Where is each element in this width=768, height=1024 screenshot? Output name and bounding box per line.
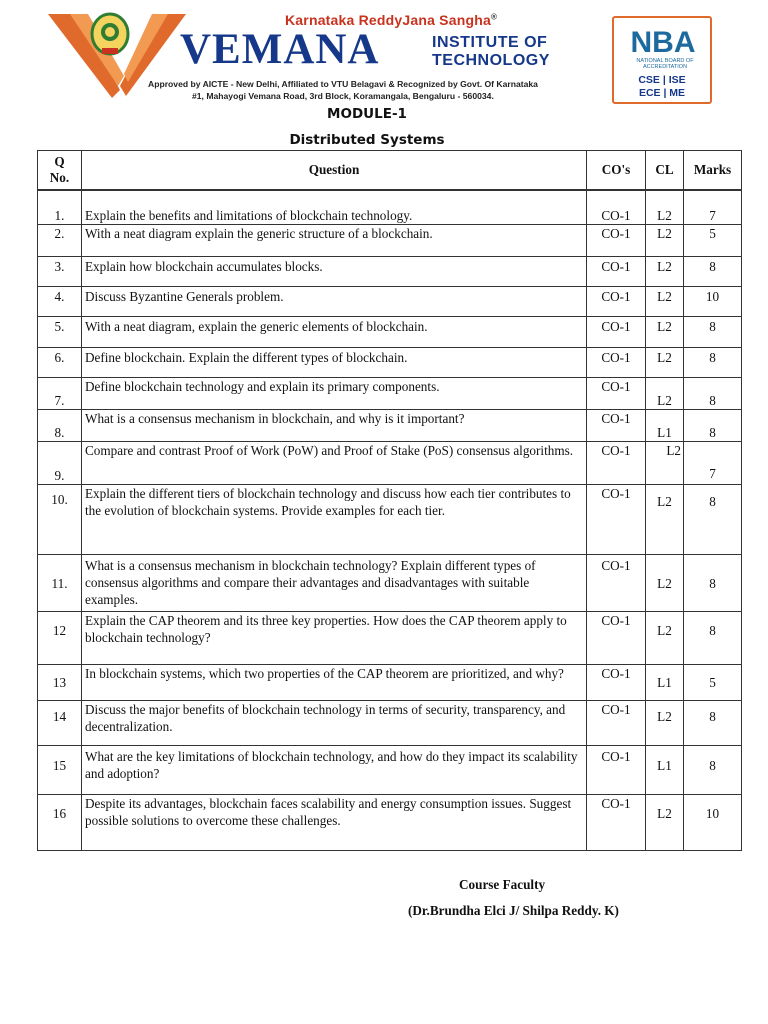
row-cl: L2 — [646, 225, 684, 257]
row-number: 6. — [38, 348, 82, 378]
row-question: Explain the CAP theorem and its three key properties. How does the CAP theorem apply to blockchain technology? — [82, 612, 587, 665]
table-row — [38, 665, 742, 701]
row-co: CO-1 — [587, 555, 646, 612]
table-row — [38, 612, 742, 665]
row-marks: 8 — [684, 746, 742, 795]
row-cl: L2 — [646, 378, 684, 410]
row-number: 11. — [38, 555, 82, 612]
row-marks: 5 — [684, 225, 742, 257]
row-cl: L2 — [646, 701, 684, 746]
row-co: CO-1 — [587, 287, 646, 317]
row-marks: 8 — [684, 257, 742, 287]
table-row — [38, 348, 742, 378]
row-co: CO-1 — [587, 348, 646, 378]
row-cl: L1 — [646, 665, 684, 701]
row-marks: 8 — [684, 410, 742, 442]
row-number: 13 — [38, 665, 82, 701]
sangha-emblem-icon — [90, 12, 130, 58]
table-header-row — [38, 151, 742, 190]
row-number: 15 — [38, 746, 82, 795]
table-row — [38, 317, 742, 348]
row-question: In blockchain systems, which two properties of the CAP theorem are prioritized, and why? — [82, 665, 587, 701]
row-cl: L2 — [646, 485, 684, 555]
nba-dept-line-1: CSE | ISE — [638, 74, 686, 86]
table-row — [38, 225, 742, 257]
row-number: 10. — [38, 485, 82, 555]
header-qno: Q No. — [38, 151, 82, 190]
table-row — [38, 442, 742, 485]
table-row — [38, 257, 742, 287]
nba-badge — [612, 16, 712, 104]
row-number: 16 — [38, 795, 82, 851]
approval-line: Approved by AICTE - New Delhi, Affiliated to VTU Belagavi & Recognized by Govt. Of Karnataka — [148, 79, 538, 89]
table-row — [38, 746, 742, 795]
table-row — [38, 555, 742, 612]
header-question: Question — [82, 151, 587, 190]
row-cl: L2 — [646, 442, 684, 485]
row-question: With a neat diagram, explain the generic elements of blockchain. — [82, 317, 587, 348]
row-cl: L2 — [646, 348, 684, 378]
row-marks: 8 — [684, 317, 742, 348]
row-question: What are the key limitations of blockchain technology, and how do they impact its scalability and adoption? — [82, 746, 587, 795]
header-cl: CL — [646, 151, 684, 190]
row-marks: 8 — [684, 348, 742, 378]
row-question: Discuss Byzantine Generals problem. — [82, 287, 587, 317]
row-co: CO-1 — [587, 317, 646, 348]
row-marks: 10 — [684, 287, 742, 317]
row-cl: L2 — [646, 555, 684, 612]
row-question: Explain the different tiers of blockchain technology and discuss how each tier contributes to the evolution of blockchain systems. Provide examples for each tier. — [82, 485, 587, 555]
nba-logo-icon — [626, 26, 700, 56]
row-co: CO-1 — [587, 665, 646, 701]
row-marks: 10 — [684, 795, 742, 851]
institute-subtitle — [432, 34, 550, 70]
row-number: 8. — [38, 410, 82, 442]
subject-title: Distributed Systems — [289, 132, 445, 148]
institute-name: VEMANA — [180, 26, 380, 73]
row-marks: 8 — [684, 485, 742, 555]
sangha-name: Karnataka ReddyJana Sangha® — [285, 12, 498, 28]
row-marks: 7 — [684, 190, 742, 225]
registered-mark: ® — [490, 12, 498, 22]
row-question: What is a consensus mechanism in blockchain, and why is it important? — [82, 410, 587, 442]
row-marks: 7 — [684, 442, 742, 485]
table-row — [38, 287, 742, 317]
row-cl: L2 — [646, 257, 684, 287]
row-cl: L2 — [646, 190, 684, 225]
row-co: CO-1 — [587, 225, 646, 257]
row-marks: 8 — [684, 612, 742, 665]
header-marks: Marks — [684, 151, 742, 190]
row-co: CO-1 — [587, 746, 646, 795]
row-co: CO-1 — [587, 378, 646, 410]
row-question: Explain how blockchain accumulates blocks. — [82, 257, 587, 287]
row-question: Discuss the major benefits of blockchain technology in terms of security, transparency, and decentralization. — [82, 701, 587, 746]
table-row — [38, 378, 742, 410]
row-number: 9. — [38, 442, 82, 485]
course-faculty-names: (Dr.Brundha Elci J/ Shilpa Reddy. K) — [408, 903, 619, 918]
nba-departments — [614, 74, 710, 100]
address-line: #1, Mahayogi Vemana Road, 3rd Block, Koramangala, Bengaluru - 560034. — [192, 91, 494, 101]
row-number: 4. — [38, 287, 82, 317]
row-co: CO-1 — [587, 190, 646, 225]
header-cos: CO's — [587, 151, 646, 190]
table-row — [38, 795, 742, 851]
table-row — [38, 485, 742, 555]
institute-line-2: TECHNOLOGY — [432, 52, 550, 69]
row-question: What is a consensus mechanism in blockchain technology? Explain different types of consensus algorithms and compare their advantages and disadvantages with suitable examples. — [82, 555, 587, 612]
row-number: 1. — [38, 190, 82, 225]
row-question: Compare and contrast Proof of Work (PoW) and Proof of Stake (PoS) consensus algorithms. — [82, 442, 587, 485]
row-marks: 8 — [684, 701, 742, 746]
row-question: Despite its advantages, blockchain faces scalability and energy consumption issues. Suggest possible solutions to overcome these challenges. — [82, 795, 587, 851]
row-marks: 8 — [684, 378, 742, 410]
row-cl: L1 — [646, 410, 684, 442]
row-co: CO-1 — [587, 410, 646, 442]
row-marks: 8 — [684, 555, 742, 612]
row-number: 14 — [38, 701, 82, 746]
table-row — [38, 701, 742, 746]
row-co: CO-1 — [587, 257, 646, 287]
row-number: 12 — [38, 612, 82, 665]
module-title: MODULE-1 — [327, 106, 407, 122]
row-question: Define blockchain technology and explain its primary components. — [82, 378, 587, 410]
row-cl: L2 — [646, 317, 684, 348]
row-cl: L2 — [646, 287, 684, 317]
row-co: CO-1 — [587, 612, 646, 665]
row-number: 2. — [38, 225, 82, 257]
row-co: CO-1 — [587, 701, 646, 746]
row-cl: L1 — [646, 746, 684, 795]
row-question: With a neat diagram explain the generic structure of a blockchain. — [82, 225, 587, 257]
row-question: Define blockchain. Explain the different types of blockchain. — [82, 348, 587, 378]
table-row — [38, 190, 742, 225]
row-co: CO-1 — [587, 442, 646, 485]
institute-line-1: INSTITUTE OF — [432, 34, 548, 51]
letterhead — [0, 0, 768, 108]
row-number: 7. — [38, 378, 82, 410]
question-table — [37, 150, 742, 851]
row-number: 5. — [38, 317, 82, 348]
nba-logo-text: NBA — [630, 26, 696, 56]
row-cl: L2 — [646, 795, 684, 851]
row-question: Explain the benefits and limitations of blockchain technology. — [82, 190, 587, 225]
nba-dept-line-2: ECE | ME — [638, 87, 686, 99]
nba-subtitle: NATIONAL BOARD OF ACCREDITATION — [636, 58, 694, 70]
row-cl: L2 — [646, 612, 684, 665]
row-marks: 5 — [684, 665, 742, 701]
course-faculty-label: Course Faculty — [459, 877, 546, 892]
row-co: CO-1 — [587, 485, 646, 555]
row-number: 3. — [38, 257, 82, 287]
table-row — [38, 410, 742, 442]
row-co: CO-1 — [587, 795, 646, 851]
